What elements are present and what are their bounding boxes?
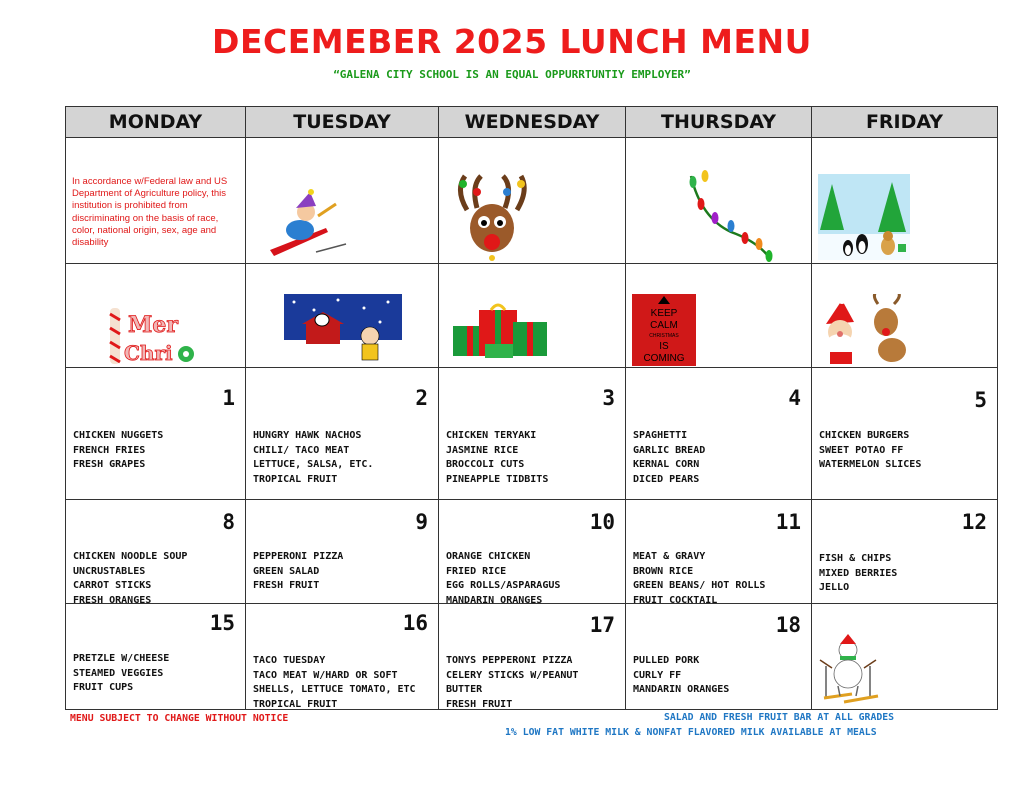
menu-items (633, 550, 809, 604)
menu-items (446, 429, 623, 487)
day-cell (66, 604, 246, 710)
menu-item: WATERMELON SLICES (819, 459, 922, 470)
picture-cell (812, 264, 998, 368)
menu-item: MANDARIN ORANGES (633, 684, 730, 695)
menu-item: ORANGE CHICKEN (446, 551, 531, 562)
picture-cell (439, 264, 626, 368)
menu-items (253, 550, 436, 594)
menu-item: FRIED RICE (446, 565, 507, 577)
menu-item: FRESH FRUIT (446, 698, 513, 710)
day-number: 16 (402, 611, 428, 635)
menu-item: PEPPERONI PIZZA (253, 551, 344, 562)
menu-item: TACO TUESDAY (253, 655, 326, 666)
menu-item: FRESH ORANGES (73, 594, 152, 604)
menu-item: FRESH FRUIT (253, 580, 320, 591)
menu-item: CHILI/ TACO MEAT (253, 444, 350, 456)
christmas-lights-strand-clipart (681, 168, 777, 264)
menu-item: GREEN BEANS/ HOT ROLLS (633, 580, 766, 591)
day-cell (439, 368, 626, 500)
menu-item: STEAMED VEGGIES (73, 667, 164, 679)
menu-item: BUTTER (446, 684, 483, 695)
menu-item: BROWN RICE (633, 565, 694, 577)
skiing-snowman-clipart (818, 632, 884, 706)
poster-text: CHRISTMAS (649, 333, 679, 339)
day-number: 8 (222, 510, 235, 534)
merry-christmas-candy-clipart (102, 304, 198, 366)
menu-item: SWEET POTAO FF (819, 444, 904, 456)
menu-items (446, 654, 623, 710)
christmas-light-reindeer-clipart (447, 170, 537, 262)
day-cell (66, 368, 246, 500)
day-cell (66, 500, 246, 604)
picture-cell (439, 138, 626, 264)
picture-cell (246, 138, 439, 264)
menu-item: TACO MEAT W/HARD OR SOFT (253, 669, 398, 681)
weekday-header: WEDNESDAY (439, 107, 626, 138)
menu-item: SHELLS, LETTUCE TOMATO, ETC (253, 684, 416, 695)
menu-item: DICED PEARS (633, 473, 700, 485)
menu-item: CHICKEN NOODLE SOUP (73, 551, 188, 562)
menu-item: UNCRUSTABLES (73, 565, 146, 577)
day-cell (246, 368, 439, 500)
menu-item: GARLIC BREAD (633, 444, 706, 456)
menu-item: PRETZLE W/CHEESE (73, 653, 170, 664)
menu-item: FRENCH FRIES (73, 444, 146, 456)
day-number: 12 (961, 510, 987, 534)
day-number: 15 (209, 611, 235, 635)
picture-cell (812, 138, 998, 264)
menu-item: CELERY STICKS W/PEANUT (446, 669, 579, 681)
equal-opportunity-statement: “GALENA CITY SCHOOL IS AN EQUAL OPPURRTUNTIY EMPLOYER” (333, 68, 691, 81)
menu-item: SPAGHETTI (633, 430, 688, 441)
nondiscrimination-notice: In accordance w/Federal law and US Department of Agriculture policy, this institution is prohibited from discriminating on the basis of race, color, national origin, sex, age and disability (72, 176, 228, 249)
menu-item: PINEAPPLE TIDBITS (446, 473, 549, 485)
menu-item: FRESH GRAPES (73, 459, 146, 470)
christmas-presents-clipart (449, 300, 553, 362)
menu-item: LETTUCE, SALSA, ETC. (253, 459, 374, 470)
day-cell (246, 500, 439, 604)
poster-text: IS (659, 341, 669, 352)
keep-calm-christmas-poster (632, 294, 696, 366)
picture-cell (66, 264, 246, 368)
svg-text:Chri: Chri (124, 341, 173, 365)
milk-notice: 1% LOW FAT WHITE MILK & NONFAT FLAVORED MILK AVAILABLE AT MEALS (505, 727, 877, 738)
menu-item: MANDARIN ORANGES (446, 594, 543, 604)
day-number: 11 (775, 510, 801, 534)
menu-item: CHICKEN NUGGETS (73, 430, 164, 441)
svg-text:Mer: Mer (128, 312, 178, 338)
menu-item: KERNAL CORN (633, 459, 700, 470)
weekday-header: FRIDAY (812, 107, 998, 138)
menu-item: CURLY FF (633, 669, 682, 681)
day-cell (812, 604, 998, 710)
weekday-header: THURSDAY (626, 107, 812, 138)
page-title: DECEMEBER 2025 LUNCH MENU (212, 22, 812, 61)
charlie-brown-christmas-clipart (284, 294, 402, 366)
poster-text: CALM (650, 320, 678, 331)
day-cell (246, 604, 439, 710)
menu-item: JASMINE RICE (446, 444, 519, 456)
week-row (66, 500, 998, 604)
salad-bar-notice: SALAD AND FRESH FRUIT BAR AT ALL GRADES (664, 712, 895, 723)
week-row (66, 368, 998, 500)
menu-item: TROPICAL FRUIT (253, 698, 338, 710)
day-number: 5 (974, 388, 987, 412)
menu-item: HUNGRY HAWK NACHOS (253, 430, 362, 441)
santa-and-reindeer-clipart (818, 294, 914, 366)
picture-row (66, 138, 998, 264)
menu-item: TROPICAL FRUIT (253, 473, 338, 485)
picture-row (66, 264, 998, 368)
menu-item: EGG ROLLS/ASPARAGUS (446, 580, 561, 591)
menu-item: CARROT STICKS (73, 580, 152, 591)
menu-items (446, 550, 623, 604)
week-row (66, 604, 998, 710)
day-number: 17 (589, 613, 615, 637)
day-number: 3 (602, 386, 615, 410)
menu-item: JELLO (819, 582, 850, 593)
weekday-header-row (66, 107, 998, 138)
menu-items (633, 429, 809, 487)
menu-item: FISH & CHIPS (819, 553, 892, 564)
menu-item: MEAT & GRAVY (633, 551, 706, 562)
menu-item: CHICKEN BURGERS (819, 430, 910, 441)
menu-item: PULLED PORK (633, 655, 700, 666)
menu-item: BROCCOLI CUTS (446, 459, 525, 470)
menu-items (73, 429, 243, 473)
menu-items (253, 429, 436, 487)
menu-item: MIXED BERRIES (819, 567, 898, 579)
day-number: 9 (415, 510, 428, 534)
poster-text: COMING (643, 353, 685, 364)
penguins-christmas-trees-clipart (818, 174, 910, 260)
menu-items (819, 429, 995, 473)
picture-cell (246, 264, 439, 368)
day-number: 4 (788, 386, 801, 410)
menu-items (819, 552, 995, 596)
menu-items (633, 654, 809, 698)
menu-item: GREEN SALAD (253, 565, 320, 577)
day-cell (626, 368, 812, 500)
picture-cell (626, 264, 812, 368)
menu-items (253, 654, 436, 710)
sledding-kid-clipart (266, 188, 356, 260)
menu-item: CHICKEN TERYAKI (446, 430, 537, 441)
picture-cell (626, 138, 812, 264)
menu-calendar (65, 106, 998, 710)
nondiscrimination-cell (66, 138, 246, 264)
day-cell (439, 604, 626, 710)
weekday-header: TUESDAY (246, 107, 439, 138)
day-cell (812, 368, 998, 500)
menu-item: FRUIT COCKTAIL (633, 594, 718, 604)
menu-item: FRUIT CUPS (73, 682, 134, 693)
day-number: 18 (775, 613, 801, 637)
day-cell (812, 500, 998, 604)
menu-item: TONYS PEPPERONI PIZZA (446, 655, 573, 666)
menu-items (73, 550, 243, 604)
day-number: 10 (589, 510, 615, 534)
day-cell (626, 604, 812, 710)
day-cell (626, 500, 812, 604)
day-number: 1 (222, 386, 235, 410)
poster-text: KEEP (650, 308, 678, 319)
menu-items (73, 652, 243, 696)
menu-change-notice: MENU SUBJECT TO CHANGE WITHOUT NOTICE (70, 713, 289, 724)
day-number: 2 (415, 386, 428, 410)
day-cell (439, 500, 626, 604)
weekday-header: MONDAY (66, 107, 246, 138)
